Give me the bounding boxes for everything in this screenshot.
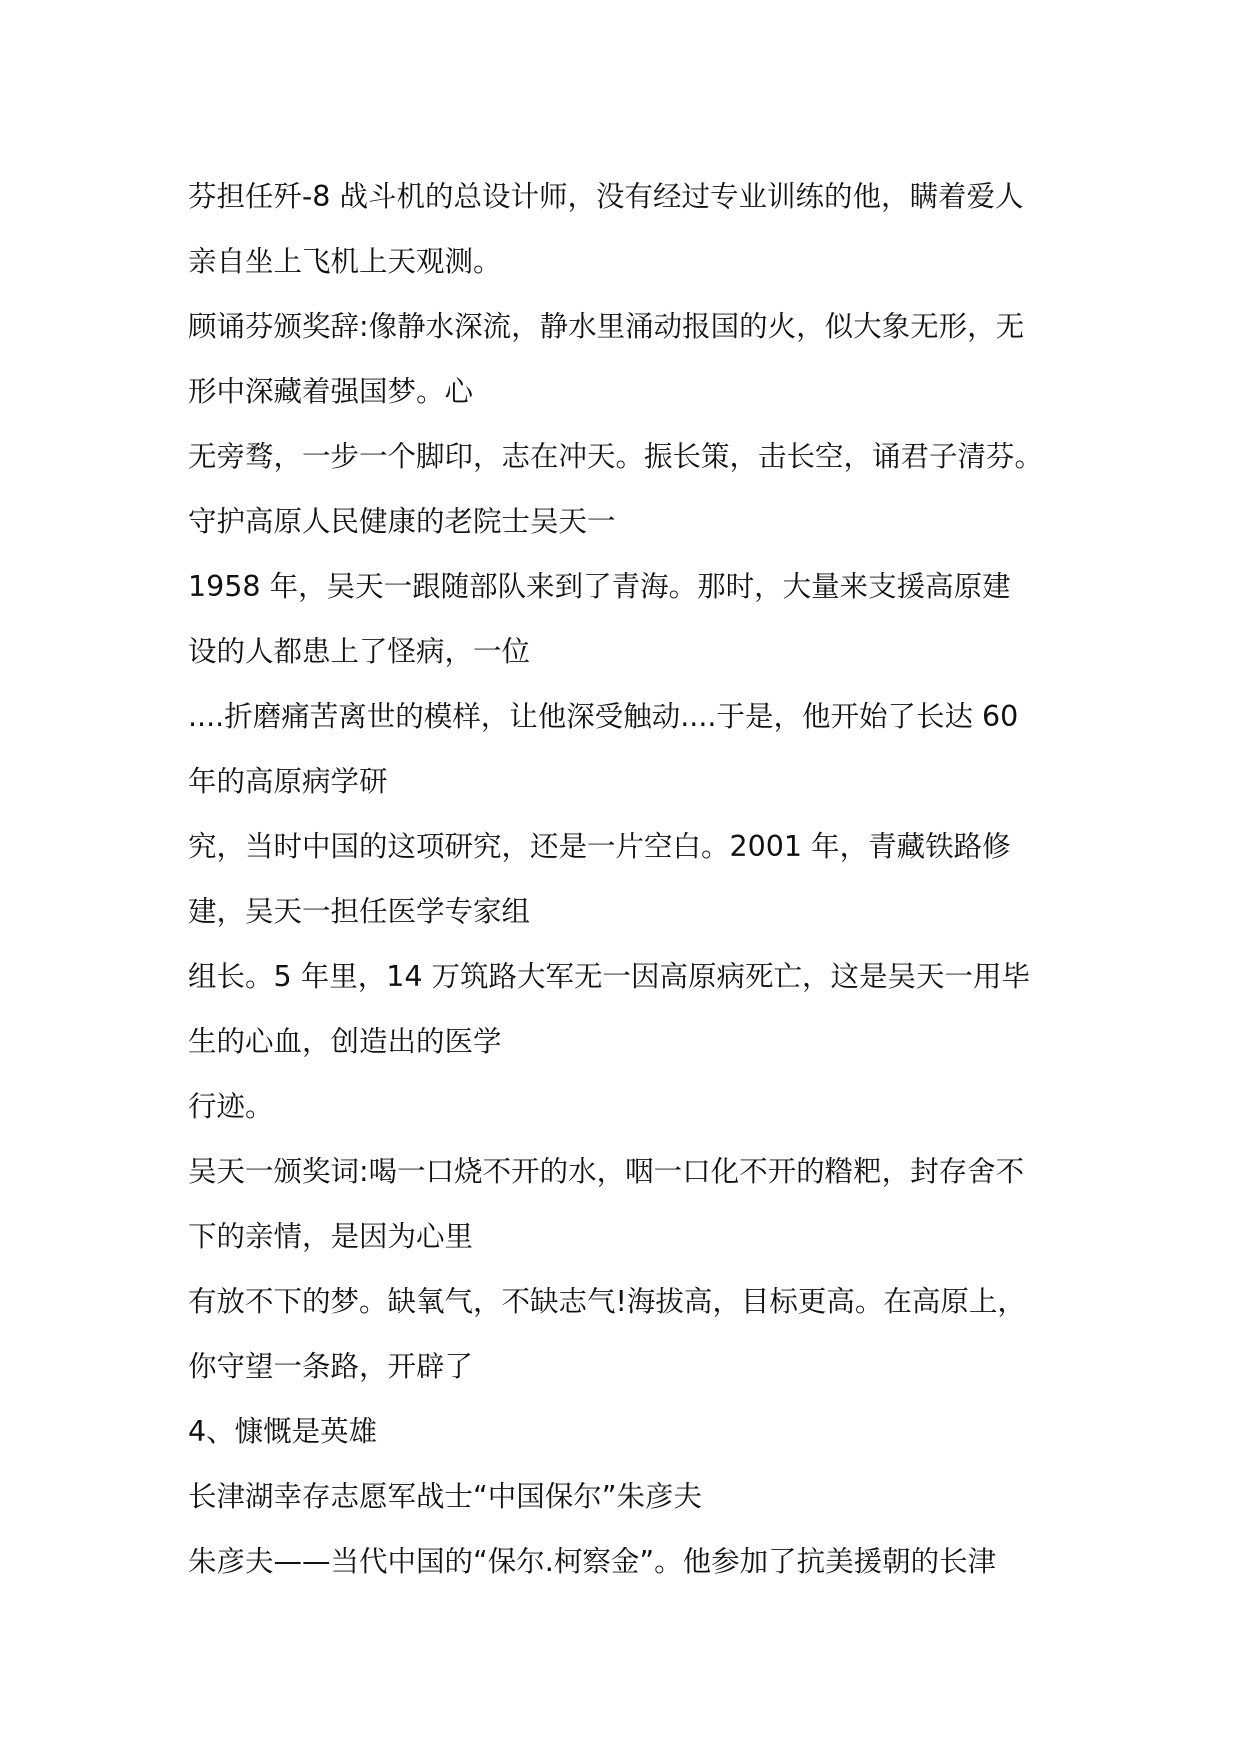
text-line: 有放不下的梦。缺氧气，不缺志气!海拔高，目标更高。在高原上， [188,1285,1026,1318]
text-line: 究，当时中国的这项研究，还是一片空白。2001 年，青藏铁路修 [188,830,1011,863]
text-line: 年的高原病学研 [188,765,388,798]
text-line: 吴天一颁奖词:喝一口烧不开的水，咽一口化不开的糌粑，封存舍不 [188,1155,1025,1188]
text-line: 芬担任歼-8 战斗机的总设计师，没有经过专业训练的他，瞒着爱人 [188,180,1024,213]
text-line: 建，吴天一担任医学专家组 [188,895,531,928]
text-line: 你守望一条路，开辟了 [188,1350,474,1383]
text-line: 组长。5 年里，14 万筑路大军无一因高原病死亡，这是吴天一用毕 [188,960,1031,993]
text-line: ....折磨痛苦离世的模样，让他深受触动....于是，他开始了长达 60 [188,700,1019,733]
text-line: 无旁骛，一步一个脚印，志在冲天。振长策，击长空，诵君子清芬。 [188,440,1044,473]
text-line: 朱彦夫——当代中国的“保尔.柯察金”。他参加了抗美援朝的长津 [188,1545,997,1578]
text-line: 1958 年，吴天一跟随部队来到了青海。那时，大量来支援高原建 [188,570,1011,603]
text-line: 下的亲情，是因为心里 [188,1220,474,1253]
text-line: 形中深藏着强国梦。心 [188,375,474,408]
section-heading: 守护高原人民健康的老院士吴天一 [188,505,616,538]
text-line: 行迹。 [188,1090,274,1123]
text-line: 顾诵芬颁奖辞:像静水深流，静水里涌动报国的火，似大象无形，无 [188,310,1025,343]
body-text [188,164,1068,1594]
section-heading: 长津湖幸存志愿军战士“中国保尔”朱彦夫 [188,1480,703,1513]
section-heading: 4、慷慨是英雄 [188,1415,378,1448]
text-line: 设的人都患上了怪病，一位 [188,635,531,668]
text-line: 亲自坐上飞机上天观测。 [188,245,502,278]
text-line: 生的心血，创造出的医学 [188,1025,502,1058]
